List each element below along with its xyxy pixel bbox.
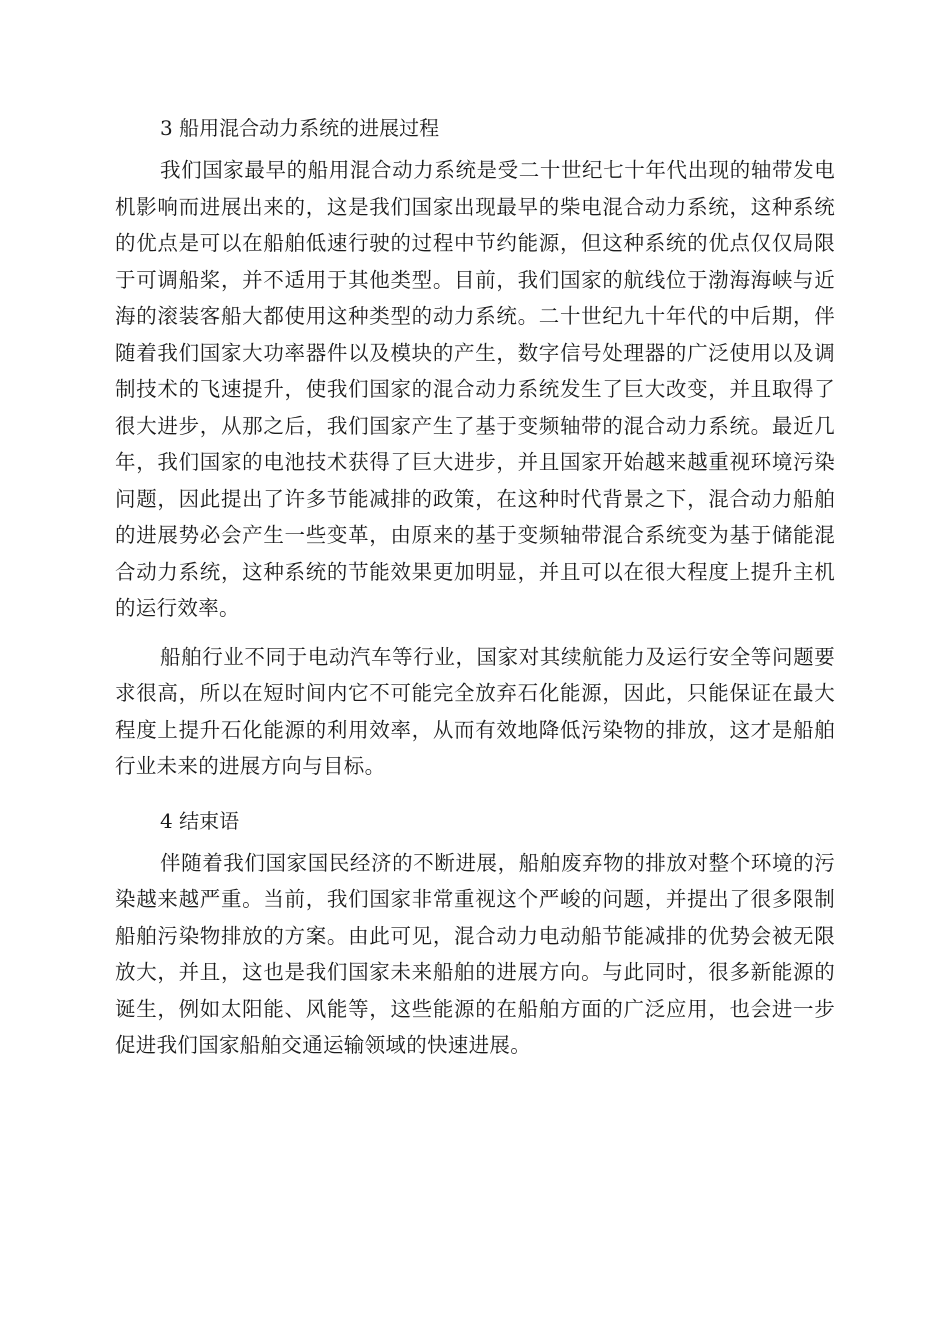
section-3-paragraph-1: 我们国家最早的船用混合动力系统是受二十世纪七十年代出现的轴带发电机影响而进展出来的，这是我们国家出现最早的柴电混合动力系统，这种系统的优点是可以在船舶低速行驶的过程中节约能源，但这种系统的优点仅仅局限于可调船桨，并不适用于其他类型。目前，我们国家的航线位于渤海海峡与近海的滚装客船大都使用这种类型的动力系统。二十世纪九十年代的中后期，伴随着我们国家大功率器件以及模块的产生，数字信号处理器的广泛使用以及调制技术的飞速提升，使我们国家的混合动力系统发生了巨大改变，并且取得了很大进步，从那之后，我们国家产生了基于变频轴带的混合动力系统。最近几年，我们国家的电池技术获得了巨大进步，并且国家开始越来越重视环境污染问题，因此提出了许多节能减排的政策，在这种时代背景之下，混合动力船舶的进展势必会产生一些变革，由原来的基于变频轴带混合系统变为基于储能混合动力系统，这种系统的节能效果更加明显，并且可以在很大程度上提升主机的运行效率。 — [115, 158, 835, 620]
section-3-paragraph-2: 船舶行业不同于电动汽车等行业，国家对其续航能力及运行安全等问题要求很高，所以在短时间内它不可能完全放弃石化能源，因此，只能保证在最大程度上提升石化能源的利用效率，从而有效地降低污染物的排放，这才是船舶行业未来的进展方向与目标。 — [115, 644, 835, 778]
section-4-paragraph-1: 伴随着我们国家国民经济的不断进展，船舶废弃物的排放对整个环境的污染越来越严重。当前，我们国家非常重视这个严峻的问题，并提出了很多限制船舶污染物排放的方案。由此可见，混合动力电动船节能减排的优势会被无限放大，并且，这也是我们国家未来船舶的进展方向。与此同时，很多新能源的诞生，例如太阳能、风能等，这些能源的在船舶方面的广泛应用，也会进一步促进我们国家船舶交通运输领域的快速进展。 — [115, 850, 835, 1057]
document-page — [115, 110, 835, 1076]
section-3-heading: 3 船用混合动力系统的进展过程 — [160, 116, 440, 140]
section-4-heading: 4 结束语 — [160, 808, 240, 833]
